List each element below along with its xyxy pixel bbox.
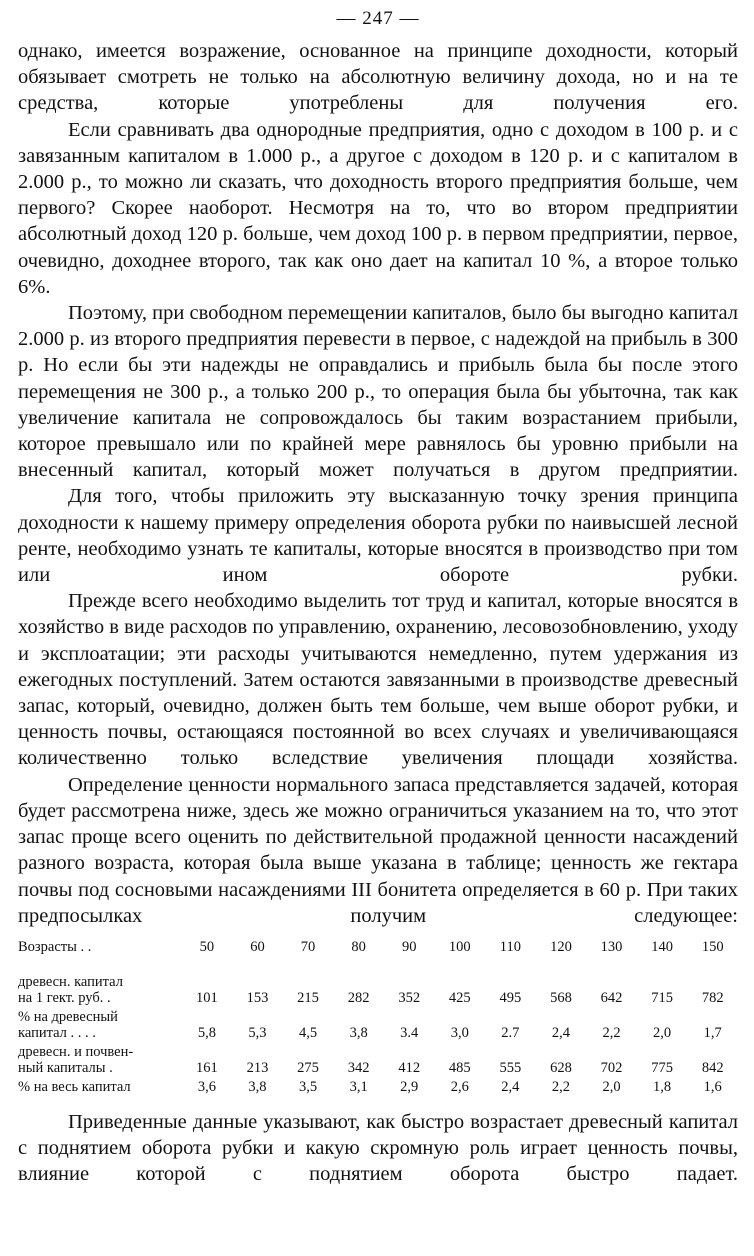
row-label [18,939,182,971]
table-cell: 782 [701,989,724,1006]
table-row [18,971,738,1006]
table-cell: 90 [401,938,417,955]
table-cell: 150 [701,938,724,955]
table-cell: 495 [499,989,522,1006]
table-cell: 775 [651,1059,673,1076]
table-cell: 70 [300,938,316,955]
table-cell: 2,2 [551,1078,570,1095]
table-cell: 213 [246,1059,269,1076]
table-cell: 842 [701,1059,724,1076]
table-cell: 555 [499,1059,522,1076]
table-cell: 1,8 [653,1078,672,1095]
table-cell: 50 [199,938,215,955]
table-cell: 101 [196,989,218,1006]
table-cell: 2.7 [501,1024,520,1041]
table-cell: 5,3 [248,1024,267,1041]
row-label-line: капитал . . . . [18,1024,96,1041]
table-cell: 3,5 [298,1078,318,1095]
table-cell: 425 [448,989,471,1006]
table-cell: 120 [550,938,572,955]
row-label-line: Возрасты . . [18,938,92,955]
table-cell: 3,6 [197,1078,216,1095]
table-cell: 352 [398,989,421,1006]
table-row [18,1006,738,1041]
row-label-line: древесн. и почвен- [18,1043,134,1060]
row-label [18,1006,182,1041]
table-cell: 2,2 [602,1024,621,1041]
table-cell: 2,9 [400,1078,419,1095]
paragraph: Поэтому, при свободном перемещении капиталов, было бы выгодно капитал 2.000 р. из второго предприятия перевести в первое, с надеждой на прибыль в 300 р. Но если бы эти надежды не оправдались и прибыль была бы после этого перемещения не 300 р., а только 200 р., то операция была бы убыточна, так как увеличение капитала не сопровождалось бы таким возрастанием прибыли, которое превышало или по крайней мере равнялось бы уровню прибыли на внесенный капитал, который может получаться в другом предприятии. [18,302,738,482]
table-cell: 3,8 [248,1078,267,1095]
row-label-line: % на весь капитал [18,1078,131,1095]
table-cell: 5,8 [197,1024,216,1041]
table-cell: 4,5 [298,1024,318,1041]
table-cell: 130 [600,938,623,955]
row-label [18,1041,182,1076]
table-cell: 2,4 [501,1078,520,1095]
paragraph: Определение ценности нормального запаса представляется задачей, которая будет рассмотрена ниже, здесь же можно ограничиться указанием на то, что этот запас проще всего оценить по действительной продажной ценности насаждений разного возраста, которая была выше указана в таблице; ценность же гектара почвы под сосновыми насаждениями III бонитета определяется в 60 р. При таких предпосылках получим следующее: [18,773,738,927]
table-row [18,1041,738,1076]
table-cell: 100 [448,938,471,955]
table-cell: 3,1 [349,1078,368,1095]
row-label-line: на 1 гект. руб. . [18,989,111,1006]
row-label-line: ный капиталы . [18,1059,113,1076]
paragraph: однако, имеется возражение, основанное на принципе доходности, который обязывает смотреть не только на абсолютную величину дохода, но и на те средства, которые употреблены для получения его. [18,40,738,115]
table-cell: 2,4 [551,1024,570,1041]
paragraph: Если сравнивать два однородные предприятия, одно с доходом в 100 р. и с завязанным капиталом в 1.000 р., а другое с доходом в 120 р. и с капиталом в 2.000 р., то можно ли сказать, что доходность второго предприятия больше, чем первого? Скорее наоборот. Несмотря на то, что во втором предприятии абсолютный доход 120 р. больше, чем доход 100 р. в первом предприятии, первое, очевидно, доходнее второго, так как оно дает на капитал 10 %, а второе только 6%. [18,118,738,298]
table-cell: 1,7 [703,1024,722,1041]
table-row [18,1076,738,1095]
table-cell: 485 [448,1059,471,1076]
table-cell: 161 [196,1059,218,1076]
table-cell: 1,6 [703,1078,722,1095]
row-label [18,971,182,1006]
table-cell: 3.4 [400,1024,419,1041]
table-row [18,939,738,971]
paragraph: Прежде всего необходимо выделить тот труд и капитал, которые вносятся в хозяйство в виде расходов по управлению, охранению, лесовозобновлению, уходу и эксплоатации; эти расходы учитываются немедленно, путем удержания из ежегодных поступлений. Затем остаются завязанными в производстве древесный запас, который, очевидно, должен быть тем больше, чем выше оборот рубки, и ценность почвы, остающаяся постоянной во всех случаях и увеличивающаяся количественно только вследствие увеличения площади хозяйства. [18,590,738,770]
row-label [18,1076,182,1095]
table-cell: 715 [651,989,673,1006]
age-capital-table [18,939,738,1095]
table-cell: 2,0 [602,1078,621,1095]
table-cell: 215 [297,989,319,1006]
table-cell: 642 [600,989,623,1006]
table-cell: 110 [499,938,521,955]
table-cell: 153 [246,989,269,1006]
table-cell: 3,0 [450,1024,469,1041]
table-cell: 140 [651,938,673,955]
table-cell: 282 [347,989,370,1006]
table-cell: 2,6 [450,1078,469,1095]
paragraph: Для того, чтобы приложить эту высказанную точку зрения принципа доходности к нашему примеру определения оборота рубки по наивысшей лесной ренте, необходимо узнать те капиталы, которые вносятся в производство при том или ином обороте рубки. [18,485,738,587]
table-cell: 60 [250,938,265,955]
row-label-line: древесн. капитал [18,973,123,990]
table-cell: 3,8 [349,1024,368,1041]
table-cell: 342 [347,1059,370,1076]
table-cell: 412 [398,1059,421,1076]
table-cell: 275 [297,1059,319,1076]
row-label-line: % на древесный [18,1008,118,1025]
table-cell: 80 [351,938,366,955]
paragraph: Приведенные данные указывают, как быстро возрастает древесный капитал с поднятием оборота рубки и какую скромную роль играет ценность почвы, влияние которой с поднятием оборота быстро падает. [18,1110,738,1186]
table-cell: 2,0 [653,1024,672,1041]
table-cell: 702 [600,1059,623,1076]
table-cell: 568 [550,989,572,1006]
page-number: — 247 — [336,8,420,29]
table-cell: 628 [550,1059,572,1076]
